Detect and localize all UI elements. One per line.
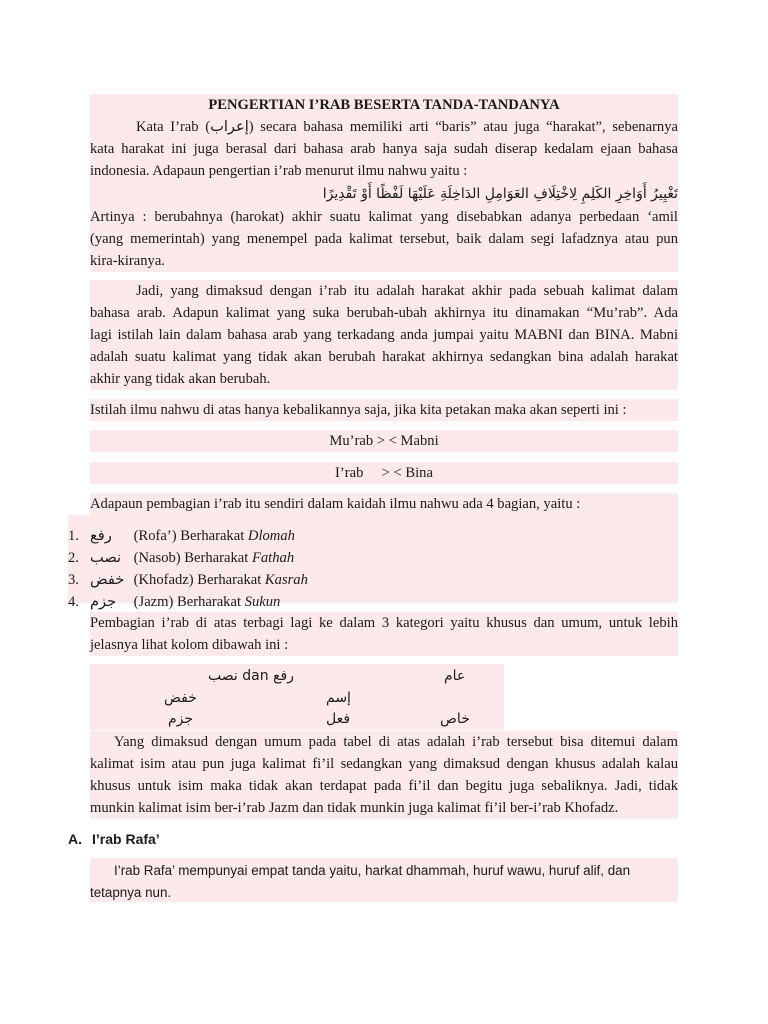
- table-cell-khas: خاص: [440, 711, 470, 727]
- list-label: (Khofadz) Berharakat: [130, 572, 265, 588]
- para4: Adapaun pembagian i’rab itu sendiri dalam kaidah ilmu nahwu ada 4 bagian, yaitu :: [90, 493, 678, 515]
- para7-line-2: tetapnya nun.: [90, 885, 172, 900]
- intro-text-pre: Kata I’rab (: [136, 119, 211, 135]
- list-label: (Rofa’) Berharakat: [130, 528, 248, 544]
- artinya-line-1: Artinya : berubahnya (harokat) akhir suatu kalimat yang disebabkan adanya perbedaan ‘amil: [90, 206, 678, 228]
- list-number: 2.: [68, 550, 79, 566]
- para2-line-2: bahasa arab. Adapun kalimat yang suka berubah-ubah akhirnya itu dinamakan “Mu’rab”. Ada: [90, 302, 678, 324]
- para6-line-2: kalimat isim atau pun juga kalimat fi’il sedangkan yang dimaksud dengan khusus adalah kalau: [90, 753, 678, 775]
- para6-line-4: munkin kalimat isim ber-i’rab Jazm dan tidak munkin juga kalimat fi’il ber-i’rab Khofadz.: [90, 797, 678, 819]
- intro-line-2: kata harakat ini juga berasal dari bahasa arab hanya saja sudah diserap kedalam ejaan bahasa: [90, 138, 678, 160]
- para5-line-1: Pembagian i’rab di atas terbagi lagi ke dalam 3 kategori yaitu khusus dan umum, untuk lebih: [90, 612, 678, 634]
- para3: Istilah ilmu nahwu di atas hanya kebalikannya saja, jika kita petakan maka akan seperti ini :: [90, 399, 678, 421]
- list-harakat: Fathah: [251, 550, 295, 566]
- irab-category-table: [90, 664, 504, 730]
- list-label: (Nasob) Berharakat: [130, 550, 252, 566]
- heading-text: I’rab Rafa’: [92, 831, 160, 847]
- arabic-khofadz: خفض: [90, 571, 125, 588]
- list-item: [68, 525, 295, 547]
- para2-line-4: adalah suatu kalimat yang tidak akan berubah harakat akhirnya sedangkan bina adalah harakat: [90, 346, 678, 368]
- list-harakat: Dlomah: [247, 528, 295, 544]
- arabic-definition: تَغْيِيرُ أَوَاخِرِ الكَلِمِ لِاخْتِلَافِ العَوَامِلِ الدَاخِلَةِ عَلَيْهَا لَفْظًا أَوْ تَقْدِيرًا: [90, 182, 678, 206]
- arabic-rofa: رفع: [90, 527, 112, 544]
- page-title: PENGERTIAN I’RAB BESERTA TANDA-TANDANYA: [90, 94, 678, 116]
- artinya-line-2: (yang memerintah) yang menempel pada kalimat tersebut, baik dalam segi lafadznya atau pun: [90, 228, 678, 250]
- list-harakat: Sukun: [244, 594, 281, 610]
- intro-line-1: [90, 116, 678, 138]
- table-cell-isim: إسم: [326, 690, 351, 706]
- list-harakat: Kasrah: [264, 572, 308, 588]
- table-cell-rofa-nasob: رفع dan نصب: [208, 668, 294, 684]
- mapping-irab-bina: I’rab > < Bina: [90, 462, 678, 484]
- arabic-nasob: نصب: [90, 549, 122, 566]
- list-number: 3.: [68, 572, 79, 588]
- para6-line-3: khusus untuk isim maka tidak akan terdapat pada fi’il dan begitu juga sebaliknya. Jadi, tidak: [90, 775, 678, 797]
- arabic-word-irab: إعراب: [210, 118, 249, 135]
- para5-line-2: jelasnya lihat kolom dibawah ini :: [90, 634, 678, 656]
- table-cell-fiil: فعل: [326, 711, 351, 727]
- list-label: (Jazm) Berharakat: [130, 594, 245, 610]
- mapping-murab-mabni: Mu’rab > < Mabni: [90, 430, 678, 452]
- list-item: [68, 591, 280, 613]
- list-item: [68, 547, 294, 569]
- section-heading-a: [68, 828, 160, 850]
- table-cell-am: عام: [444, 668, 466, 684]
- para6-line-1: Yang dimaksud dengan umum pada tabel di atas adalah i’rab tersebut bisa ditemui dalam: [90, 731, 678, 753]
- para2-line-3: lagi istilah lain dalam bahasa arab yang terkadang anda jumpai yaitu MABNI dan BINA. Mabni: [90, 324, 678, 346]
- list-item: [68, 569, 308, 591]
- para2-line-1: Jadi, yang dimaksud dengan i’rab itu adalah harakat akhir pada sebuah kalimat dalam: [90, 280, 678, 302]
- para7-line-1: I’rab Rafa’ mempunyai empat tanda yaitu, harkat dhammah, huruf wawu, huruf alif, dan: [114, 863, 631, 878]
- intro-text-post: ) secara bahasa memiliki arti “baris” atau juga “harakat”, sebenarnya: [248, 119, 678, 135]
- para2-line-5: akhir yang tidak akan berubah.: [90, 368, 678, 390]
- table-cell-khofadz: خفض: [164, 690, 197, 706]
- arabic-jazm: جزم: [90, 593, 117, 610]
- heading-marker: A.: [68, 831, 82, 847]
- list-number: 4.: [68, 594, 79, 610]
- table-cell-jazm: جزم: [168, 711, 194, 727]
- artinya-line-3: kira-kiranya.: [90, 250, 678, 272]
- list-number: 1.: [68, 528, 79, 544]
- intro-line-3: indonesia. Adapaun pengertian i’rab menurut ilmu nahwu yaitu :: [90, 160, 678, 182]
